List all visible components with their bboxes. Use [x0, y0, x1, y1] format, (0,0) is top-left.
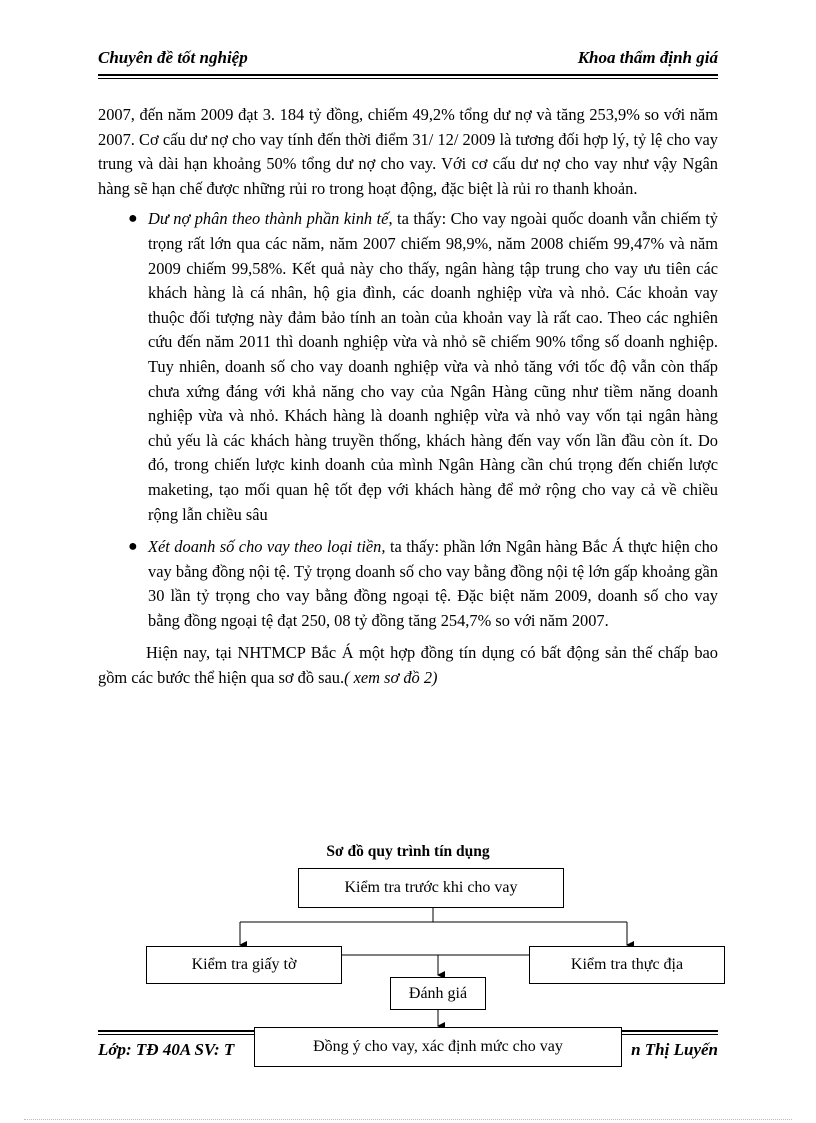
bullet-dot-icon: ●: [128, 538, 138, 556]
bullet-dot-icon: ●: [128, 210, 138, 228]
intro-paragraph: 2007, đến năm 2009 đạt 3. 184 tỷ đồng, chiếm 49,2% tổng dư nợ và tăng 253,9% so với năm 2007. Cơ cấu dư nợ cho vay tính đến thời điểm 31/ 12/ 2009 là tương đối hợp lý, tỷ lệ cho vay trung và dài hạn khoảng 50% tổng dư nợ cho vay. Với cơ cấu dư nợ cho vay như vậy Ngân hàng sẽ hạn chế được những rủi ro trong hoạt động, đặc biệt là rủi ro thanh khoản.: [98, 105, 718, 198]
header-left-title: Chuyên đề tốt nghiệp: [98, 48, 248, 67]
bullet-lead: Xét doanh số cho vay theo loại tiền,: [148, 537, 386, 557]
footer-class-student: Lớp: TĐ 40A SV: T: [98, 1040, 235, 1059]
step-document-check-box: Kiểm tra giấy tờ: [146, 946, 342, 984]
page-edge-divider: [24, 1119, 792, 1120]
diagram-reference: ( xem sơ đồ 2): [344, 668, 438, 688]
step-site-check-box: Kiểm tra thực địa: [529, 946, 725, 984]
diagram-title: Sơ đồ quy trình tín dụng: [326, 843, 490, 860]
bullet-text: , ta thấy: Cho vay ngoài quốc doanh vẫn chiếm tỷ trọng rất lớn qua các năm, năm 2007 chiếm 98,9%, năm 2008 chiếm 99,47% và năm 2009 chiếm 99,58%. Kết quả này cho thấy, ngân hàng tập trung cho vay ưu tiên các khách hàng là cá nhân, hộ gia đình, các doanh nghiệp vừa và nhỏ. Các khoản vay thuộc đối tượng này đảm bảo tính an toàn của khoản vay là rất cao. Theo các nghiên cứu đến năm 2011 thì doanh nghiệp vừa và nhỏ sẽ chiếm 90% tổng số doanh nghiệp. Tuy nhiên, doanh số cho vay doanh nghiệp vừa và nhỏ tăng với tốc độ vẫn còn thấp chưa xứng đáng với khả năng cho vay của Ngân Hàng cũng như tiềm năng doanh nghiệp vừa và nhỏ. Khách hàng là doanh nghiệp vừa và nhỏ vay vốn tại ngân hàng chủ yếu là các khách hàng truyền thống, khách hàng đến vay vốn lần đầu còn ít. Do đó, trong chiến lược kinh doanh của mình Ngân Hàng cần chú trọng đến chiến lược maketing, tạo mối quan hệ tốt đẹp với khách hàng để mở rộng cho vay cả về chiều rộng lẫn chiều sâu: [148, 209, 718, 524]
step-approval-box: Đồng ý cho vay, xác định mức cho vay: [254, 1027, 622, 1067]
bullet-text: ta thấy: phần lớn Ngân hàng Bắc Á thực hiện cho vay bằng đồng nội tệ. Tỷ trọng doanh số cho vay bằng đồng nội tệ lớn gấp khoảng gần 30 lần tỷ trọng cho vay bằng đồng ngoại tệ. Đặc biệt năm 2009, doanh số cho vay bằng đồng ngoại tệ đạt 250, 08 tỷ đồng tăng 254,7% so với năm 2007.: [148, 537, 718, 630]
step-pre-loan-check-box: Kiểm tra trước khi cho vay: [298, 868, 564, 908]
bullet-lead: Dư nợ phân theo thành phần kinh tế: [148, 209, 389, 229]
header-right-title: Khoa thẩm định giá: [577, 48, 718, 67]
step-evaluation-box: Đánh giá: [390, 977, 486, 1010]
closing-text: Hiện nay, tại NHTMCP Bắc Á một hợp đồng tín dụng có bất động sản thế chấp bao gồm các bước thể hiện qua sơ đồ sau.: [98, 643, 718, 688]
footer-student-name: n Thị Luyến: [631, 1040, 718, 1059]
